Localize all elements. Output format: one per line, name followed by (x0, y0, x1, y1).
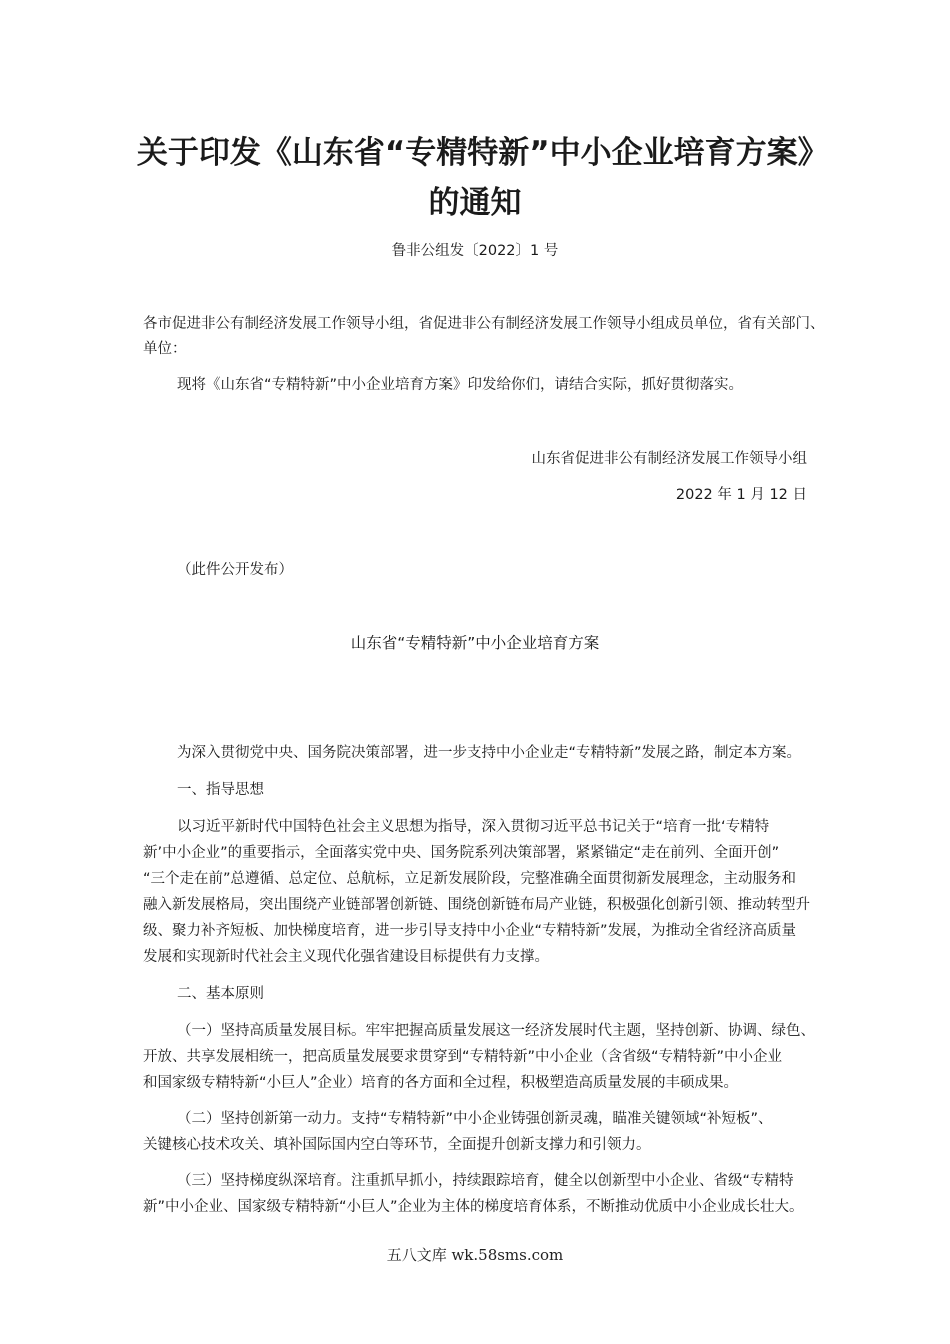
paragraph-line: 新’中小企业”的重要指示，全面落实党中央、国务院系列决策部署，紧紧锚定“走在前列、全面开创” (143, 845, 780, 861)
paragraph-line: 级、聚力补齐短板、加快梯度培育，进一步引导支持中小企业“专精特新”发展，为推动全省经济高质量 (143, 923, 797, 939)
plan-title: 山东省“专精特新”中小企业培育方案 (350, 634, 600, 652)
paragraph-line: 新”中小企业、国家级专精特新“小巨人”企业为主体的梯度培育体系，不断推动优质中小企业成长壮大。 (143, 1199, 804, 1215)
issuer: 山东省促进非公有制经济发展工作领导小组 (531, 451, 807, 467)
document-title: 关于印发《山东省“专精特新”中小企业培育方案》的通知 (136, 135, 814, 221)
paragraph-line: 关键核心技术攻关、填补国际国内空白等环节，全面提升创新支撑力和引领力。 (143, 1137, 651, 1153)
intro-paragraph: 为深入贯彻党中央、国务院决策部署，进一步支持中小企业走“专精特新”发展之路，制定本方案。 (177, 745, 802, 761)
section-1-heading: 一、指导思想 (177, 782, 264, 798)
paragraph-line: （二）坚持创新第一动力。支持“专精特新”中小企业铸强创新灵魂，瞄准关键领域“补短板”、 (177, 1111, 773, 1127)
paragraph-line: （一）坚持高质量发展目标。牢牢把握高质量发展这一经济发展时代主题，坚持创新、协调、绿色、 (177, 1023, 815, 1039)
footer-watermark: 五八文库 wk.58sms.com (386, 1246, 564, 1264)
addressee-line-1: 各市促进非公有制经济发展工作领导小组，省促进非公有制经济发展工作领导小组成员单位，省有关部门、 (143, 316, 825, 332)
publication-note: （此件公开发布） (177, 562, 293, 578)
document-number: 鲁非公组发〔2022〕1 号 (391, 243, 559, 259)
paragraph-line: “三个走在前”总遵循、总定位、总航标，立足新发展阶段，完整准确全面贯彻新发展理念，主动服务和 (143, 871, 797, 887)
addressee-line-2: 单位： (143, 341, 187, 357)
section-2-heading: 二、基本原则 (177, 986, 264, 1002)
paragraph-line: 融入新发展格局，突出围绕产业链部署创新链、围绕创新链布局产业链，积极强化创新引领、推动转型升 (143, 897, 810, 913)
paragraph-line: 发展和实现新时代社会主义现代化强省建设目标提供有力支撑。 (143, 949, 549, 965)
issue-date: 2022 年 1 月 12 日 (675, 487, 807, 503)
paragraph-line: （三）坚持梯度纵深培育。注重抓早抓小，持续跟踪培育，健全以创新型中小企业、省级“专精特 (177, 1173, 794, 1189)
paragraph-line: 开放、共享发展相统一，把高质量发展要求贯穿到“专精特新”中小企业（含省级“专精特新”中小企业 (143, 1049, 783, 1065)
notice-body: 现将《山东省“专精特新”中小企业培育方案》印发给你们，请结合实际，抓好贯彻落实。 (177, 377, 744, 393)
paragraph-line: 以习近平新时代中国特色社会主义思想为指导，深入贯彻习近平总书记关于“培育一批‘专精特 (177, 819, 770, 835)
paragraph-line: 和国家级专精特新“小巨人”企业）培育的各方面和全过程，积极塑造高质量发展的丰硕成果。 (143, 1075, 739, 1091)
